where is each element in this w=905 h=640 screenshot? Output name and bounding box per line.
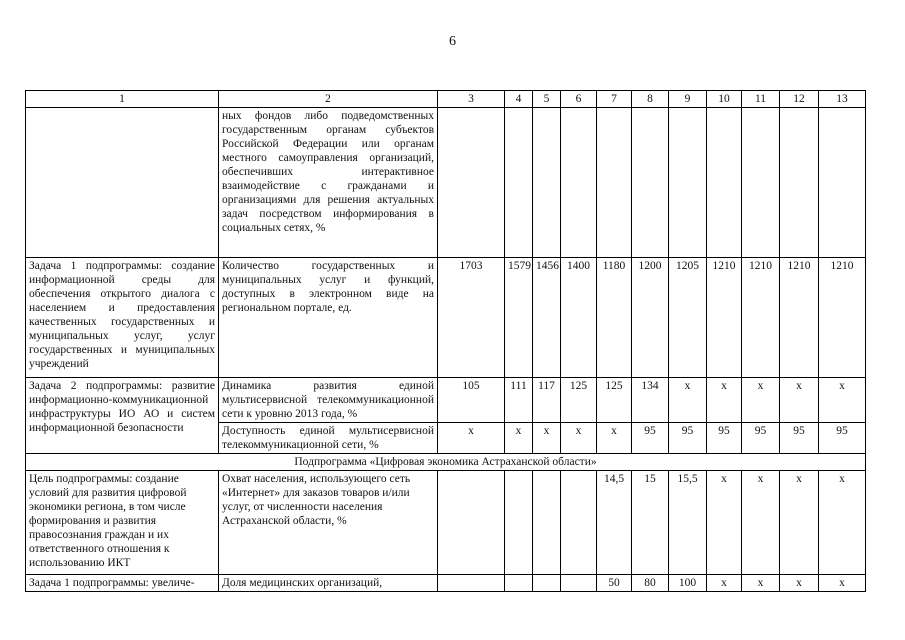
task-cell: Задача 1 подпрограммы: увеличе- xyxy=(26,575,219,592)
value-cell: х xyxy=(533,423,561,454)
header-cell: 1 xyxy=(26,91,219,108)
value-cell xyxy=(438,575,505,592)
table-row xyxy=(26,108,866,258)
table-row xyxy=(26,575,866,592)
value-cell xyxy=(505,575,533,592)
value-cell xyxy=(742,108,780,258)
header-cell: 11 xyxy=(742,91,780,108)
value-cell xyxy=(597,108,632,258)
header-cell: 8 xyxy=(632,91,669,108)
value-cell xyxy=(438,108,505,258)
value-cell: х xyxy=(707,575,742,592)
value-cell: 95 xyxy=(707,423,742,454)
value-cell xyxy=(561,471,597,575)
value-cell: 1200 xyxy=(632,258,669,378)
value-cell xyxy=(533,471,561,575)
task-cell: Цель подпрограммы: создание условий для развития цифровой экономики региона, в том числе формирования и развития правосознания граждан и их ответственного отношения к использованию ИКТ xyxy=(26,471,219,575)
value-cell: х xyxy=(780,471,819,575)
value-cell: 134 xyxy=(632,378,669,423)
value-cell xyxy=(780,108,819,258)
table-row xyxy=(26,258,866,378)
value-cell xyxy=(632,108,669,258)
value-cell: х xyxy=(819,471,866,575)
value-cell: 1456 xyxy=(533,258,561,378)
value-cell: х xyxy=(780,575,819,592)
value-cell: х xyxy=(505,423,533,454)
value-cell: х xyxy=(707,378,742,423)
header-cell: 6 xyxy=(561,91,597,108)
value-cell xyxy=(561,575,597,592)
value-cell xyxy=(438,471,505,575)
value-cell: 1210 xyxy=(742,258,780,378)
subprogram-heading: Подпрограмма «Цифровая экономика Астраханской области» xyxy=(26,454,866,471)
value-cell: 1400 xyxy=(561,258,597,378)
value-cell xyxy=(707,108,742,258)
value-cell: 1703 xyxy=(438,258,505,378)
value-cell: 1210 xyxy=(707,258,742,378)
indicator-cell: Доступность единой мультисервисной телекоммуникационной сети, % xyxy=(219,423,438,454)
header-cell: 13 xyxy=(819,91,866,108)
value-cell: 1180 xyxy=(597,258,632,378)
value-cell: 100 xyxy=(669,575,707,592)
value-cell: 125 xyxy=(597,378,632,423)
indicator-cell: Динамика развития единой мультисервисной телекоммуникационной сети к уровню 2013 года, % xyxy=(219,378,438,423)
value-cell xyxy=(505,471,533,575)
value-cell: 15 xyxy=(632,471,669,575)
value-cell: х xyxy=(780,378,819,423)
header-cell: 10 xyxy=(707,91,742,108)
value-cell: 111 xyxy=(505,378,533,423)
header-cell: 12 xyxy=(780,91,819,108)
value-cell: 14,5 xyxy=(597,471,632,575)
value-cell xyxy=(669,108,707,258)
table-row xyxy=(26,471,866,575)
value-cell: х xyxy=(669,378,707,423)
value-cell: 1579 xyxy=(505,258,533,378)
value-cell xyxy=(819,108,866,258)
value-cell: 125 xyxy=(561,378,597,423)
indicator-cell: ных фондов либо подведомственных государственным органам субъектов Российской Федерации или органам местного самоуправления организаций, обеспечивших интерактивное взаимодействие с гражданами и организациями для решения актуальных задач посредством информирования в социальных сетях, % xyxy=(219,108,438,258)
value-cell: х xyxy=(597,423,632,454)
value-cell: 117 xyxy=(533,378,561,423)
value-cell: 95 xyxy=(742,423,780,454)
value-cell: 1210 xyxy=(819,258,866,378)
value-cell xyxy=(505,108,533,258)
value-cell: 80 xyxy=(632,575,669,592)
task-cell xyxy=(26,108,219,258)
header-cell: 4 xyxy=(505,91,533,108)
indicator-cell: Доля медицинских организаций, xyxy=(219,575,438,592)
value-cell: 95 xyxy=(632,423,669,454)
indicators-table xyxy=(25,90,866,592)
table-row xyxy=(26,378,866,423)
header-cell: 2 xyxy=(219,91,438,108)
value-cell: х xyxy=(742,575,780,592)
value-cell: х xyxy=(819,378,866,423)
value-cell: х xyxy=(742,378,780,423)
task-cell: Задача 2 подпрограммы: развитие информационно-коммуникационной инфраструктуры ИО АО и систем информационной безопасности xyxy=(26,378,219,454)
header-row xyxy=(26,91,866,108)
value-cell: 15,5 xyxy=(669,471,707,575)
value-cell: 95 xyxy=(669,423,707,454)
value-cell: 95 xyxy=(819,423,866,454)
indicator-cell: Количество государственных и муниципальных услуг и функций, доступных в электронном виде на региональном портале, ед. xyxy=(219,258,438,378)
value-cell: 1210 xyxy=(780,258,819,378)
value-cell: х xyxy=(438,423,505,454)
header-cell: 9 xyxy=(669,91,707,108)
page-number: 6 xyxy=(449,34,456,49)
value-cell: х xyxy=(707,471,742,575)
header-cell: 5 xyxy=(533,91,561,108)
value-cell xyxy=(561,108,597,258)
indicator-cell: Охват населения, использующего сеть «Интернет» для заказов товаров и/или услуг, от численности населения Астраханской области, % xyxy=(219,471,438,575)
value-cell: х xyxy=(742,471,780,575)
section-row xyxy=(26,454,866,471)
value-cell xyxy=(533,575,561,592)
header-cell: 3 xyxy=(438,91,505,108)
value-cell: 50 xyxy=(597,575,632,592)
value-cell: х xyxy=(819,575,866,592)
value-cell xyxy=(533,108,561,258)
task-cell: Задача 1 подпрограммы: создание информационной среды для обеспечения открытого диалога с населением и предоставления качественных государственных и муниципальных услуг, услуг государственных и муниципальных учреждений xyxy=(26,258,219,378)
header-cell: 7 xyxy=(597,91,632,108)
value-cell: х xyxy=(561,423,597,454)
value-cell: 95 xyxy=(780,423,819,454)
value-cell: 105 xyxy=(438,378,505,423)
value-cell: 1205 xyxy=(669,258,707,378)
